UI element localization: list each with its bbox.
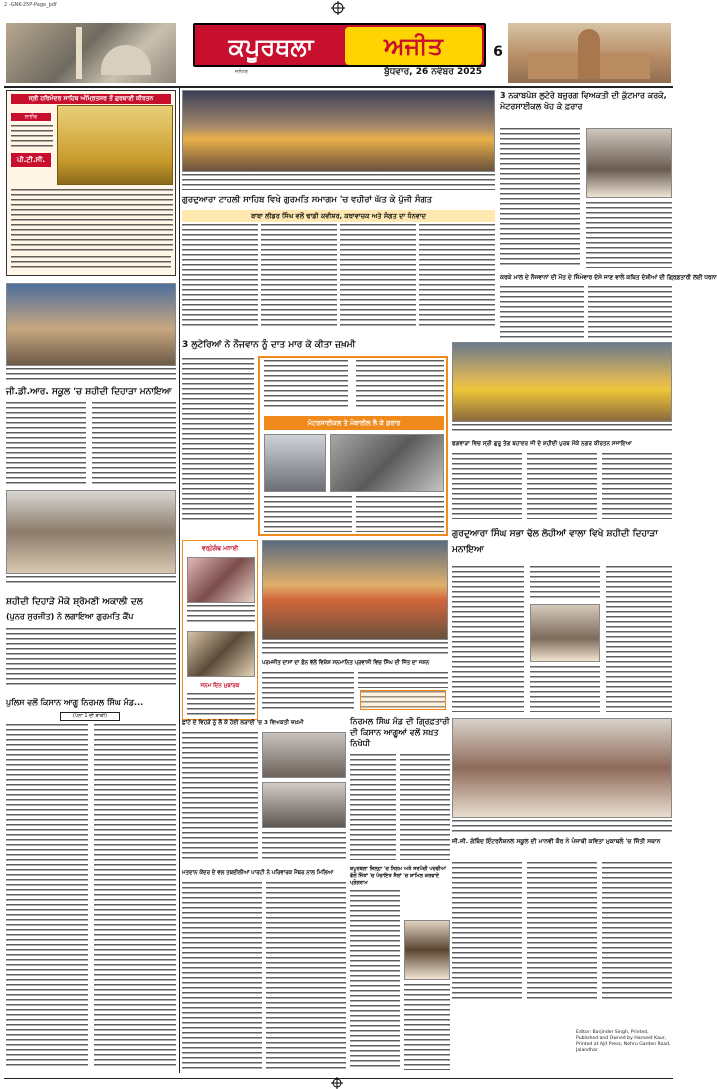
left-photo-caption: [6, 368, 176, 382]
masthead-right-photo: [508, 23, 671, 83]
gurmat-text-col2: [261, 224, 337, 329]
group-highlight-box: [360, 690, 446, 710]
birthday-label: ਜਨਮ ਦਿਨ ਮੁਬਾਰਕ: [200, 683, 240, 689]
group-award-photo: [262, 540, 448, 640]
gurmat-text-col1: [182, 224, 258, 329]
youth-robbery-headline: 3 ਲੁਟੇਰਿਆਂ ਨੇ ਨੌਜਵਾਨ ਨੂੰ ਦਾਤ ਮਾਰ ਕੇ ਕੀਤਾ ਜ਼ਖ਼ਮੀ: [182, 340, 356, 350]
ad-title: ਸ੍ਰੀ ਹਰਿਮੰਦਰ ਸਾਹਿਬ ਅੰਮ੍ਰਿਤਸਰ ਤੋਂ ਗੁਰਬਾਣੀ ਕੀਰਤਨ: [11, 94, 171, 104]
golden-temple-photo: [57, 105, 173, 185]
group-text-col1: [262, 672, 354, 712]
anniversary-text: [187, 605, 255, 625]
school-text-col3: [602, 862, 672, 1002]
youth-robbery-text-col4: [356, 496, 444, 532]
youth-robbery-box: [258, 356, 448, 536]
school-headline: ਜੀ.ਜੀ. ਗੋਬਿੰਦ ਇੰਟਰਨੈਸ਼ਨਲ ਸਕੂਲ ਦੀ ਮਾਨਵੀ ਕੌਰ ਨੇ ਪੰਜਾਬੀ ਕਵਿਤਾ ਮੁਕਾਬਲੇ 'ਚ ਜਿੱਤੀ ਸਥਾਨ: [452, 838, 661, 845]
birthday-couple-photo: [187, 631, 255, 677]
school-text-col1: [452, 862, 522, 1002]
dharna-text-col2: [588, 286, 672, 338]
robbery-text-col1: [500, 128, 580, 268]
page-number: 6: [493, 44, 503, 60]
gdr-school-text-col1: [6, 402, 86, 484]
school-photo-caption: [452, 820, 672, 834]
bottom-center-text-col2: [404, 984, 450, 1070]
masthead-rule: [4, 86, 673, 88]
portrait-photo: [404, 920, 450, 980]
nagar-kirtan-text-col1: [452, 453, 522, 519]
gdr-photo-caption: [6, 576, 176, 586]
ad-channel-badge: ਪੀ.ਟੀ.ਸੀ.: [11, 153, 51, 167]
bottom-center-headline: ਕਪੂਰਥਲਾ ਜ਼ਿਲ੍ਹਾ 'ਚ ਨਿਗਮ ਅਤੇ ਸਰਪੰਚੀ ਪਦਵੀਆਂ ਵੱਲੋਂ ਜਿੱਤਾਂ 'ਚ ਪੰਚਾਇਤ ਸੈਲਾਂ 'ਚ ਸ਼ਾਮਿਲ ਕਰਵਾਏ ਪ੍ਰੋਗਰਾਮ: [350, 866, 446, 886]
dhall-text-col3: [606, 566, 672, 712]
dhall-text-col4: [530, 666, 600, 712]
akali-dal-headline: ਸ਼ਹੀਦੀ ਦਿਹਾੜੇ ਮੌਕੇ ਸ਼੍ਰੋਮਣੀ ਅਕਾਲੀ ਦਲ: [6, 597, 143, 607]
injured-youth-photo: [264, 434, 326, 492]
dhall-speaker-photo: [530, 604, 600, 662]
bottom-center-text-col1: [350, 890, 400, 1070]
kisan-headline: ਨਿਰਮਲ ਸਿੰਘ ਮੰਡ ਦੀ ਗ੍ਰਿਫ਼ਤਾਰੀ ਦੀ ਕਿਸਾਨ ਆਗੂਆਂ ਵਲੋਂ ਸਖ਼ਤ ਨਿਖੇਧੀ: [350, 717, 450, 748]
robbery-victim-photo: [586, 128, 672, 198]
nagar-kirtan-caption: [452, 424, 672, 434]
group-award-headline: ਪਰਮਜੀਤ ਦਾਸਾਂ ਦਾ ਫ਼ੋਨ ਵੱਲੋਂ ਵਿਸ਼ੇਸ਼ ਸਨਮਾਨਿਤ ਪ੍ਰਵਾਸੀ ਵਿਚ ਸਿੰਘ ਦੀ ਜਿੱਤ ਦਾ ਜਸ਼ਨ: [262, 660, 430, 666]
bottom-left-text-col2: [266, 882, 346, 1070]
gurmat-text-col4: [419, 224, 495, 329]
youth-robbery-text-col1: [182, 358, 254, 520]
left-story-photo: [6, 283, 176, 366]
fight-text-col1: [182, 732, 258, 860]
masthead-sub: ਜਲੰਧਰ: [235, 69, 248, 75]
fight-injured-photo2: [262, 782, 346, 828]
bottom-left-headline: ਮਤਦਾਨ ਕੇਂਦਰ ਦੇ ਵਲ ਤਬਦੀਲੀਆਂ ਪਾਰਟੀ ਨੇ ਪਰਿਵਾਰਕ ਮੈਂਬਰ ਨਾਲ ਮਿਲਿਆ: [182, 870, 334, 876]
school-text-col2: [527, 862, 597, 1002]
robbery-text-col2: [586, 202, 672, 268]
gurmat-headline: ਗੁਰਦੁਆਰਾ ਟਾਹਲੀ ਸਾਹਿਬ ਵਿਖੇ ਗੁਰਮਤਿ ਸਮਾਗਮ 'ਚ ਵਹੀਰਾਂ ਘੱਤ ਕੇ ਪੁੱਜੀ ਸੰਗਤ: [182, 195, 432, 205]
dharna-text-col1: [500, 286, 584, 338]
gdr-school-headline: ਜੀ.ਡੀ.ਆਰ. ਸਕੂਲ 'ਚ ਸ਼ਹੀਦੀ ਦਿਹਾੜਾ ਮਨਾਇਆ: [6, 387, 172, 397]
greetings-box: [182, 540, 258, 720]
akali-dal-subheadline: (ਪੁਨਰ ਸੁਰਜੀਤ) ਨੇ ਲਗਾਇਆ ਗੁਰਮਤਿ ਕੈਂਪ: [6, 612, 134, 621]
gurmat-samagam-photo: [182, 90, 495, 172]
group-photo-caption: [262, 642, 448, 654]
youth-robbery-caption: [264, 496, 352, 532]
gurmat-text-col3: [340, 224, 416, 329]
masthead-title: [193, 23, 486, 67]
robbery-headline: 3 ਨਕਾਬਪੋਸ਼ ਲੁਟੇਰੇ ਬਜ਼ੁਰਗ ਵਿਅਕਤੀ ਦੀ ਕੁੱਟਮਾਰ ਕਰਕੇ, ਮੋਟਰਸਾਈਕਲ ਖੋਹ ਕੇ ਫ਼ਰਾਰ: [500, 91, 667, 111]
dharna-headline: ਕਰਕੇ ਮਾਲ ਦੇ ਨੌਜਵਾਨਾਂ ਦੀ ਮੌਤ ਦੇ ਜਿੰਮੇਵਾਰ ਦੱਸੇ ਜਾਣ ਵਾਲੇ ਕਥਿਤ ਦੋਸ਼ੀਆਂ ਦੀ ਗ੍ਰਿਫ਼ਤਾਰੀ ਲਈ ਧਰਨਾ: [500, 275, 717, 281]
ad-badge: ਲਾਈਵ: [11, 113, 51, 121]
birthday-text: [187, 693, 255, 715]
bottom-left-text-col1: [182, 882, 262, 1070]
masthead-subline: [193, 67, 486, 79]
col-rule-left: [179, 88, 180, 1073]
youth-robbery-text-col2: [264, 360, 348, 410]
nagar-kirtan-text-col3: [602, 453, 672, 519]
fight-headline: ਛਾਂਟੇ ਦੇ ਵਿਹੜੇ ਨੂੰ ਲੈ ਕੇ ਹੋਈ ਲੜਾਈ 'ਚ 3 ਵਿਅਕਤੀ ਜ਼ਖ਼ਮੀ: [182, 720, 304, 726]
registration-mark-icon: [331, 1, 345, 15]
police-headline: ਪੁਲਿਸ ਵਲੋਂ ਕਿਸਾਨ ਆਗੂ ਨਿਰਮਲ ਸਿੰਘ ਮੰਡ...: [6, 698, 144, 707]
imprint-line: Editor: Barjinder Singh, Printed, Published and Owned by Harneet Kaur, Printed at Ajit Press, Nehru Garden Road, Jalandhar: [576, 1030, 671, 1053]
kisan-text-col2: [400, 754, 450, 860]
school-award-photo: [452, 718, 672, 818]
masthead-left-photo: [6, 23, 176, 83]
dhall-text-col2: [530, 566, 600, 600]
masthead-city: ਕਪੂਰਥਲਾ: [228, 33, 314, 61]
nagar-kirtan-headline: ਫਗਵਾੜਾ ਵਿਚ ਸ੍ਰੀ ਗੁਰੂ ਤੇਗ ਬਹਾਦਰ ਜੀ ਦੇ ਸ਼ਹੀਦੀ ਪੁਰਬ ਮੌਕੇ ਨਗਰ ਕੀਰਤਨ ਸਜਾਇਆ: [452, 441, 632, 447]
dhall-gurdwara-headline: ਗੁਰਦੁਆਰਾ ਸਿੰਘ ਸਭਾ ਢੱਲ ਲੋਹੀਆਂ ਵਾਲਾ ਵਿਖੇ ਸ਼ਹੀਦੀ ਦਿਹਾੜਾ ਮਨਾਇਆ: [452, 529, 658, 555]
kisan-text-col1: [350, 754, 396, 860]
police-text-col2: [94, 724, 176, 1069]
gurmat-photo-caption: [182, 174, 495, 190]
group-text-col2: [358, 672, 448, 688]
dhall-text-col1: [452, 566, 524, 712]
anniversary-label: ਵਰ੍ਹੇਗੰਢ ਮਨਾਈ: [201, 545, 239, 552]
masthead-date: ਬੁੱਧਵਾਰ, 26 ਨਵੰਬਰ 2025: [384, 67, 482, 77]
police-kicker: (ਪੰਨਾ 1 ਦੀ ਬਾਕੀ): [60, 712, 120, 721]
youth-robbery-subheadline: ਮੋਟਰਸਾਈਕਲ ਤੇ ਮੋਬਾਈਲ ਲੈ ਕੇ ਫ਼ਰਾਰ: [264, 416, 444, 430]
akali-dal-text: [6, 628, 176, 688]
youth-robbery-text-col3: [356, 360, 444, 410]
masthead-paper-name: ਅਜੀਤ: [345, 27, 482, 65]
gdr-school-photo: [6, 490, 176, 574]
anniversary-couple-photo: [187, 557, 255, 603]
ad-body-text: [11, 189, 173, 251]
nagar-kirtan-text-col2: [527, 453, 597, 519]
fight-text-col2: [262, 832, 346, 860]
page-slug: 2 -GNK-25P-Page_pdf: [4, 2, 57, 8]
gdr-school-text-col2: [92, 402, 176, 484]
police-text-col1: [6, 724, 88, 1069]
ad-bottom-text: [11, 256, 171, 270]
ad-text: [11, 125, 53, 149]
fight-injured-photo1: [262, 732, 346, 778]
gurmat-subheadline: ਬਾਬਾ ਲੀਡਰ ਸਿੰਘ ਵਲੋਂ ਢਾਡੀ ਕਵੀਸ਼ਰ, ਕਥਾਵਾਚਕ ਅਤੇ ਸੰਗਤ ਦਾ ਧੰਨਵਾਦ: [182, 210, 495, 222]
nagar-kirtan-photo: [452, 342, 672, 422]
damaged-bike-photo: [330, 434, 444, 492]
registration-mark-bottom-icon: [331, 1077, 343, 1089]
left-advertisement: [6, 90, 176, 276]
